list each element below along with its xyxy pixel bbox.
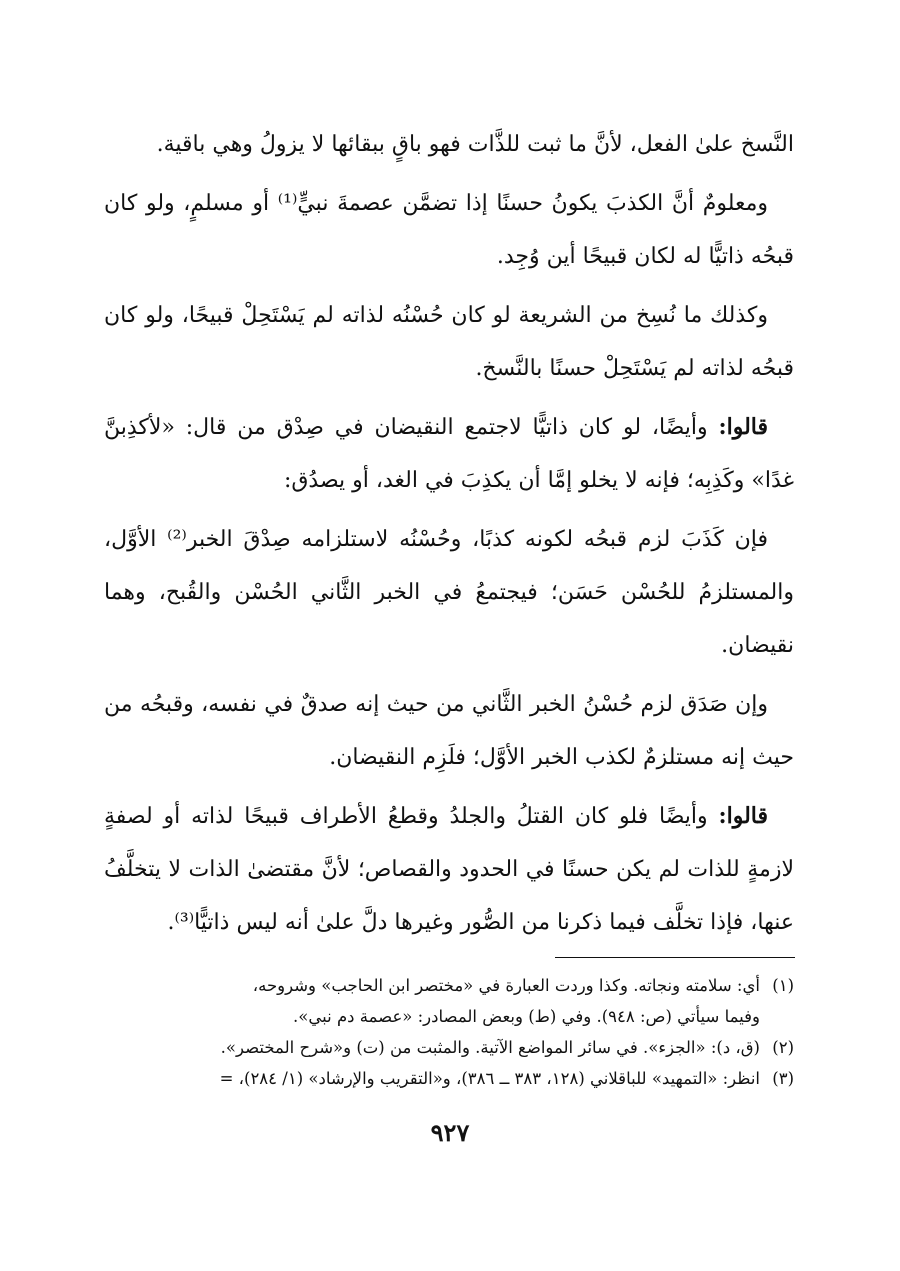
paragraph-lead: قالوا:: [718, 803, 768, 829]
footnote-1-continuation: [104, 1001, 794, 1032]
paragraph-5: [104, 513, 794, 672]
footnote-divider: [555, 957, 795, 958]
paragraph-text: ومعلومٌ أنَّ الكذبَ يكونُ حسنًا إذا تضمَّن عصمةَ نبيٍّ⁽¹⁾ أو مسلمٍ، ولو كان قبحُه ذاتيًّا له لكان قبيحًا أين وُجِد.: [104, 191, 794, 269]
paragraph-text: وكذلك ما نُسِخ من الشريعة لو كان حُسْنُه لذاته لم يَسْتَحِلْ قبيحًا، ولو كان قبحُه لذاته لم يَسْتَحِلْ حسنًا بالنَّسخ.: [104, 303, 794, 381]
footnote-1: [104, 970, 794, 1001]
footnote-2: [104, 1032, 794, 1063]
paragraph-text: وأيضًا فلو كان القتلُ والجلدُ وقطعُ الأطراف قبيحًا لذاته أو لصفةٍ لازمةٍ للذات لم يكن حسنًا في الحدود والقصاص؛ لأنَّ مقتضىٰ الذات لا يتخلَّفُ عنها، فإذا تخلَّف فيما ذكرنا من الصُّور وغيرها دلَّ علىٰ أنه ليس ذاتيًّا⁽³⁾.: [104, 804, 794, 935]
footnote-text: وفيما سيأتي (ص: ٩٤٨). وفي (ط) وبعض المصادر: «عصمة دم نبي».: [293, 1007, 760, 1026]
footnotes: [104, 970, 794, 1094]
paragraph-4: [104, 401, 794, 507]
footnote-text: (ق، د): «الجزء». في سائر المواضع الآتية. والمثبت من (ت) و«شرح المختصر».: [220, 1038, 760, 1057]
paragraph-text: وإن صَدَق لزم حُسْنُ الخبر الثَّاني من حيث إنه صدقٌ في نفسه، وقبحُه من حيث إنه مستلزمٌ لكذب الخبر الأوَّل؛ فلَزِم النقيضان.: [104, 692, 794, 770]
paragraph-2: [104, 177, 794, 283]
footnote-number: (١): [772, 976, 794, 995]
paragraph-text: وأيضًا، لو كان ذاتيًّا لاجتمع النقيضان في صِدْق من قال: «لأكذِبنَّ غدًا» وكَذِبِه؛ فإنه لا يخلو إمَّا أن يكذِبَ في الغد، أو يصدُق:: [104, 415, 794, 493]
paragraph-6: [104, 678, 794, 784]
paragraph-text: النَّسخ علىٰ الفعل، لأنَّ ما ثبت للذَّات فهو باقٍ ببقائها لا يزولُ وهي باقية.: [156, 132, 794, 157]
footnote-number: (٣): [772, 1069, 794, 1088]
paragraph-lead: قالوا:: [718, 414, 768, 440]
footnote-3: [104, 1063, 794, 1094]
footnote-text: أي: سلامته ونجاته. وكذا وردت العبارة في «مختصر ابن الحاجب» وشروحه،: [252, 976, 760, 995]
paragraph-text: فإن كَذَبَ لزم قبحُه لكونه كذبًا، وحُسْنُه لاستلزامه صِدْقَ الخبر⁽²⁾ الأوَّل، والمستلزمُ للحُسْن حَسَن؛ فيجتمعُ في الخبر الثَّاني الحُسْن والقُبح، وهما نقيضان.: [104, 527, 794, 658]
main-text: [104, 118, 794, 955]
paragraph-1: [104, 118, 794, 171]
paragraph-7: [104, 790, 794, 949]
footnote-number: (٢): [772, 1038, 794, 1057]
page-number: ٩٢٧: [430, 1118, 470, 1147]
paragraph-3: [104, 289, 794, 395]
footnote-text: انظر: «التمهيد» للباقلاني (١٢٨، ٣٨٣ ــ ٣٨٦)، و«التقريب والإرشاد» (١/ ٢٨٤)، =: [219, 1069, 760, 1088]
